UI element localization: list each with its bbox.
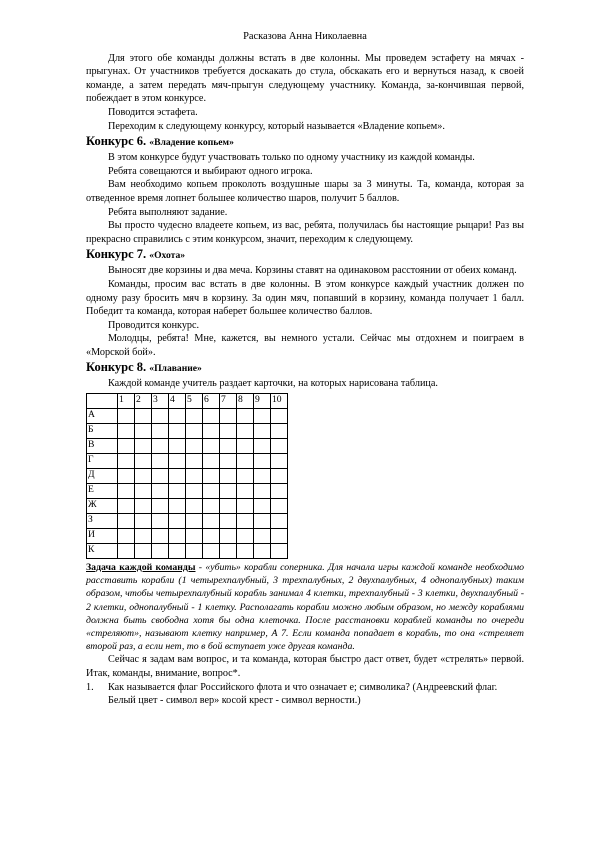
paragraph: В этом конкурсе будут участвовать только по одному участнику из каждой команды.	[108, 152, 475, 164]
grid-cell	[135, 484, 152, 499]
grid-cell	[118, 424, 135, 439]
grid-cell	[271, 514, 288, 529]
grid-cell	[271, 469, 288, 484]
grid-row	[87, 424, 288, 439]
grid-row-label: Ж	[87, 499, 118, 514]
contest-6-heading	[86, 134, 524, 150]
grid-cell	[237, 439, 254, 454]
grid-cell	[186, 484, 203, 499]
task-text: - «убить» корабли соперника. Для начала игры каждой команде необходимо расставить корабли (1 четырехпалубный, 3 трехпалубных, 2 двухпалубных, 4 однопалубных) таким образом, чтобы четырехпалубный корабль занимал 4 клетки, трехпалубный - 3 клетки, двухпалубный - 2 клетки, однопалубный - 1 клетку. Располагать корабли можно любым образом, но между кораблями должна быть свободна хотя бы одна клеточка. После расстановки кораблей команды по очереди «стреляют», называют клетку например, А 7. Если команда попадает в корабль, то она «стреляет второй раз, а если нет, то в бой вступает уже другая команда.	[86, 562, 524, 653]
grid-cell	[271, 454, 288, 469]
grid-cell	[220, 544, 237, 559]
grid-cell	[118, 499, 135, 514]
grid-row	[87, 409, 288, 424]
grid-cell	[186, 544, 203, 559]
paragraph: Проводится конкурс.	[108, 319, 200, 331]
grid-cell	[118, 454, 135, 469]
contest-subtitle: «Охота»	[149, 250, 186, 262]
grid-cell	[186, 529, 203, 544]
grid-cell	[152, 424, 169, 439]
grid-cell	[237, 424, 254, 439]
grid-cell	[152, 484, 169, 499]
grid-cell	[203, 469, 220, 484]
grid-cell	[135, 544, 152, 559]
grid-cell	[254, 439, 271, 454]
paragraph: Молодцы, ребята! Мне, кажется, вы немного устали. Сейчас мы отдохнем и поиграем в «Морской бой».	[86, 333, 524, 358]
grid-cell	[118, 409, 135, 424]
grid-cell	[203, 409, 220, 424]
grid-column-label: 8	[237, 394, 254, 409]
grid-cell	[152, 469, 169, 484]
grid-cell	[169, 469, 186, 484]
grid-cell	[203, 424, 220, 439]
paragraph: Команды, просим вас встать в две колонны. В этом конкурсе каждый участник должен по одному разу бросить мяч в корзину. За один мяч, попавший в корзину, команда получает 1 балл. Победит та команда, которая наберет большее количество баллов.	[86, 278, 524, 318]
grid-cell	[169, 409, 186, 424]
grid-cell	[271, 409, 288, 424]
grid-cell	[237, 454, 254, 469]
contest-title: Конкурс 6.	[86, 134, 147, 149]
paragraph: Вам необходимо копьем проколоть воздушные шары за 3 минуты. Та, команда, которая за отведенное время лопнет большее количество шаров, получит 5 баллов.	[86, 179, 524, 204]
grid-column-label: 4	[169, 394, 186, 409]
grid-cell	[152, 544, 169, 559]
grid-row-label: Б	[87, 424, 118, 439]
grid-cell	[118, 484, 135, 499]
contest-subtitle: «Плавание»	[149, 363, 202, 375]
grid-cell	[237, 544, 254, 559]
paragraph: Сейчас я задам вам вопрос, и та команда, которая быстро даст ответ, будет «стрелять» первой. Итак, команды, внимание, вопрос*.	[86, 654, 524, 680]
grid-cell	[203, 514, 220, 529]
grid-cell	[186, 514, 203, 529]
grid-column-label: 9	[254, 394, 271, 409]
grid-cell	[220, 484, 237, 499]
sea-battle-grid	[86, 393, 288, 559]
grid-row	[87, 499, 288, 514]
grid-cell	[135, 424, 152, 439]
grid-cell	[169, 499, 186, 514]
paragraph: Поводится эстафета.	[108, 106, 198, 118]
grid-cell	[152, 409, 169, 424]
grid-row	[87, 484, 288, 499]
grid-cell	[237, 529, 254, 544]
paragraph: Ребята совещаются и выбирают одного игрока.	[108, 165, 313, 177]
grid-cell	[118, 529, 135, 544]
grid-cell	[220, 529, 237, 544]
paragraph: Переходим к следующему конкурсу, который называется «Владение копьем».	[108, 120, 445, 132]
grid-cell	[152, 454, 169, 469]
grid-row	[87, 439, 288, 454]
grid-row-label: А	[87, 409, 118, 424]
grid-corner-cell	[87, 394, 118, 409]
grid-row-label: К	[87, 544, 118, 559]
grid-cell	[254, 424, 271, 439]
grid-column-label: 6	[203, 394, 220, 409]
paragraph: Ребята выполняют задание.	[108, 206, 228, 218]
grid-cell	[220, 424, 237, 439]
question-text: Как называется флаг Российского флота и что означает е; символика? (Андреевский флаг. Белый цвет - символ вер» косой крест - символ верности.)	[108, 681, 498, 707]
grid-cell	[254, 469, 271, 484]
grid-cell	[152, 439, 169, 454]
grid-row	[87, 469, 288, 484]
grid-cell	[186, 469, 203, 484]
grid-row-label: Е	[87, 484, 118, 499]
task-paragraph	[86, 561, 524, 653]
grid-cell	[203, 454, 220, 469]
grid-cell	[254, 499, 271, 514]
grid-row	[87, 544, 288, 559]
contest-8-heading	[86, 360, 524, 376]
grid-cell	[135, 469, 152, 484]
grid-cell	[169, 514, 186, 529]
grid-cell	[203, 439, 220, 454]
grid-header-row	[87, 394, 288, 409]
contest-7-heading	[86, 247, 524, 263]
question-number: 1.	[86, 681, 94, 693]
grid-column-label: 10	[271, 394, 288, 409]
grid-cell	[237, 409, 254, 424]
grid-row-label: Д	[87, 469, 118, 484]
grid-cell	[135, 454, 152, 469]
grid-column-label: 5	[186, 394, 203, 409]
grid-cell	[254, 484, 271, 499]
question-item	[86, 681, 524, 708]
grid-column-label: 2	[135, 394, 152, 409]
grid-row	[87, 529, 288, 544]
grid-cell	[220, 454, 237, 469]
paragraph: Вы просто чудесно владеете копьем, из вас, ребята, получилась бы настоящие рыцари! Раз вы прекрасно справились с этим конкурсом, значит, переходим к следующему.	[86, 220, 524, 245]
task-lead: Задача каждой команды	[86, 562, 196, 574]
contest-title: Конкурс 8.	[86, 360, 147, 375]
grid-cell	[135, 439, 152, 454]
grid-cell	[186, 454, 203, 469]
grid-cell	[135, 499, 152, 514]
grid-cell	[220, 409, 237, 424]
grid-row-label: И	[87, 529, 118, 544]
grid-cell	[169, 439, 186, 454]
document-page	[86, 30, 524, 708]
grid-cell	[271, 499, 288, 514]
grid-cell	[237, 499, 254, 514]
grid-cell	[152, 514, 169, 529]
grid-cell	[254, 409, 271, 424]
grid-cell	[271, 529, 288, 544]
grid-cell	[169, 544, 186, 559]
paragraph: Для этого обе команды должны встать в две колонны. Мы проведем эстафету на мячах - прыгунах. От участников требуется доскакать до стула, обскакать его и вернуться назад, к своей команде, а затем передать мяч-прыгун следующему участнику. Команда, за-кончившая первой, побеждает в этом конкурсе.	[86, 52, 524, 105]
grid-cell	[254, 529, 271, 544]
grid-cell	[118, 514, 135, 529]
grid-cell	[118, 469, 135, 484]
author-header: Расказова Анна Николаевна	[243, 31, 367, 42]
grid-cell	[203, 529, 220, 544]
grid-cell	[220, 469, 237, 484]
grid-cell	[186, 439, 203, 454]
grid-cell	[203, 499, 220, 514]
grid-cell	[152, 499, 169, 514]
grid-cell	[237, 484, 254, 499]
grid-cell	[203, 484, 220, 499]
paragraph: Выносят две корзины и два меча. Корзины ставят на одинаковом расстоянии от обеих команд.	[108, 265, 517, 277]
grid-cell	[237, 514, 254, 529]
grid-cell	[152, 529, 169, 544]
grid-cell	[186, 409, 203, 424]
grid-cell	[271, 544, 288, 559]
contest-title: Конкурс 7.	[86, 247, 147, 262]
grid-cell	[254, 454, 271, 469]
grid-cell	[220, 439, 237, 454]
grid-row	[87, 514, 288, 529]
grid-cell	[169, 424, 186, 439]
grid-cell	[118, 439, 135, 454]
grid-cell	[118, 544, 135, 559]
grid-cell	[186, 424, 203, 439]
grid-cell	[169, 529, 186, 544]
grid-row-label: В	[87, 439, 118, 454]
grid-row-label: З	[87, 514, 118, 529]
grid-row-label: Г	[87, 454, 118, 469]
grid-cell	[254, 544, 271, 559]
grid-row	[87, 454, 288, 469]
grid-cell	[169, 484, 186, 499]
contest-subtitle: «Владение копьем»	[149, 137, 234, 149]
grid-column-label: 7	[220, 394, 237, 409]
grid-cell	[271, 484, 288, 499]
grid-cell	[169, 454, 186, 469]
grid-cell	[220, 499, 237, 514]
grid-cell	[237, 469, 254, 484]
grid-cell	[271, 439, 288, 454]
paragraph: Каждой команде учитель раздает карточки, на которых нарисована таблица.	[108, 378, 438, 390]
grid-cell	[254, 514, 271, 529]
grid-column-label: 3	[152, 394, 169, 409]
grid-cell	[135, 514, 152, 529]
grid-cell	[135, 529, 152, 544]
grid-cell	[203, 544, 220, 559]
grid-cell	[271, 424, 288, 439]
grid-cell	[135, 409, 152, 424]
grid-cell	[186, 499, 203, 514]
grid-column-label: 1	[118, 394, 135, 409]
grid-cell	[220, 514, 237, 529]
